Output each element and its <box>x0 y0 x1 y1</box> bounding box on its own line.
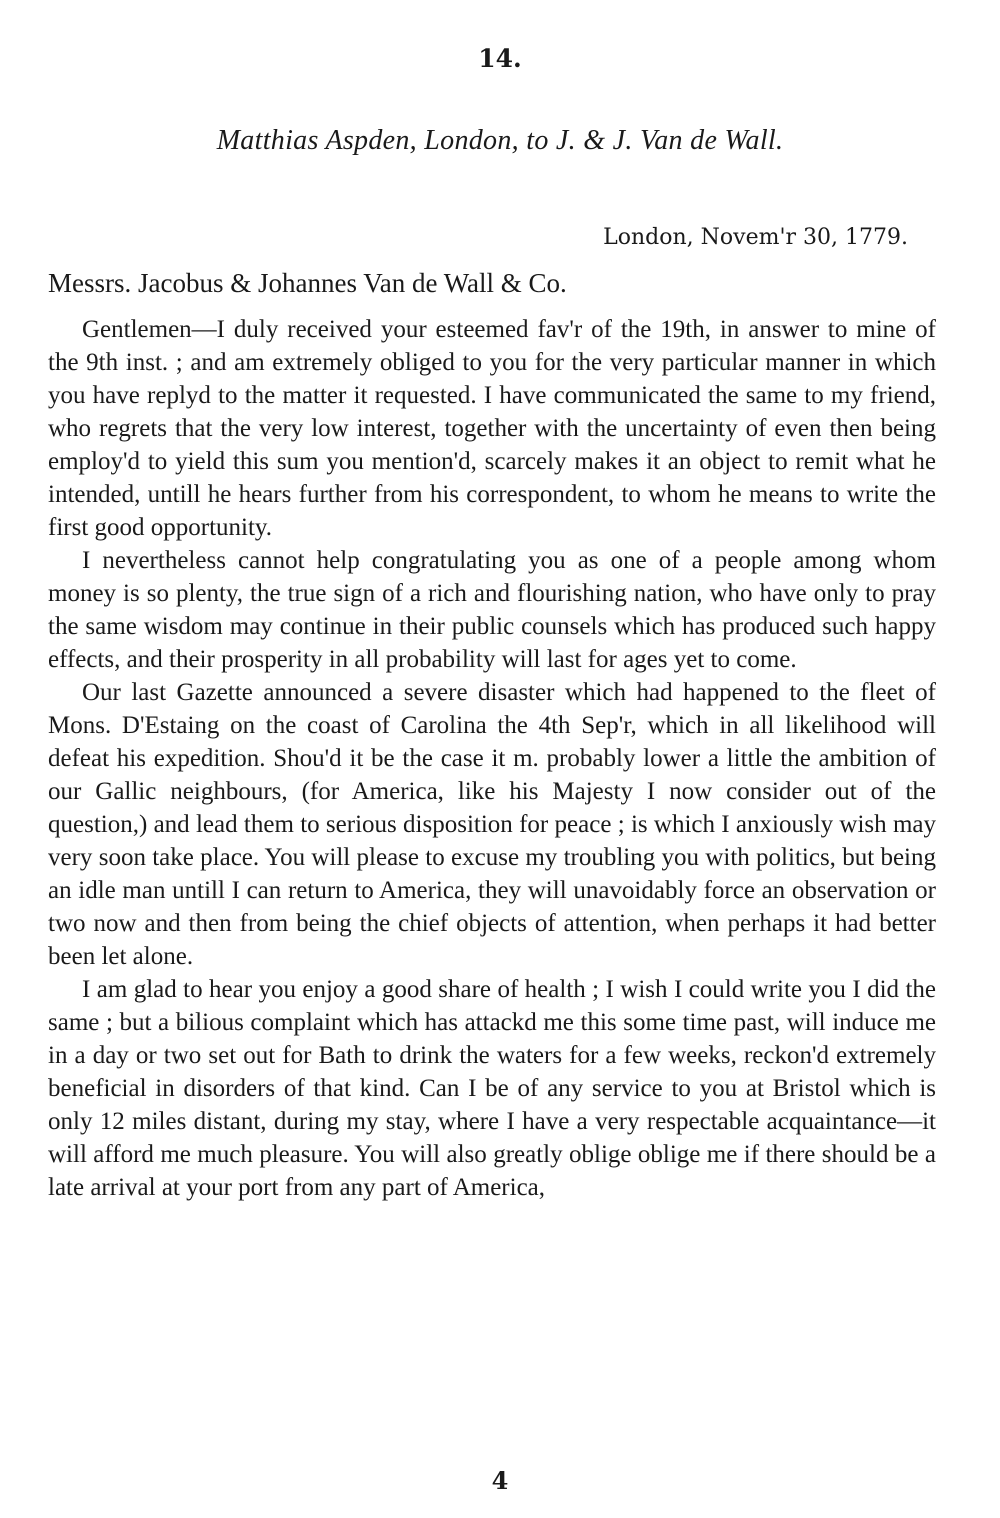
signature-mark: 4 <box>491 1466 509 1495</box>
body-paragraph: I am glad to hear you enjoy a good share of health ; I wish I could write you I did the same ; but a bilious complaint which has attackd me this some time past, will induce me in a day or two set out for Bath to drink the waters for a few weeks, reckon'd extremely beneficial in disorders of that kind. Can I be of any service to you at Bristol which is only 12 miles distant, during my stay, where I have a very respectable acquaintance—it will afford me much pleasure. You will also greatly oblige oblige me if there should be a late arrival at your port from any part of America, <box>48 976 936 1201</box>
letter-dateline: London, Novem'r 30, 1779. <box>603 225 908 250</box>
letter-body <box>48 313 936 1204</box>
page-number: 14. <box>478 44 522 73</box>
body-paragraph: I nevertheless cannot help congratulating you as one of a people among whom money is so plenty, the true sign of a rich and flourishing nation, who have only to pray the same wisdom may continue in their public counsels which has produced such happy effects, and their prosperity in all probability will last for ages yet to come. <box>48 547 936 673</box>
letter-salutation: Messrs. Jacobus & Johannes Van de Wall & Co. <box>48 268 567 298</box>
body-paragraph: Our last Gazette announced a severe disaster which had happened to the fleet of Mons. D'Estaing on the coast of Carolina the 4th Sep'r, which in all likelihood will defeat his expedition. Shou'd it be the case it m. probably lower a little the ambition of our Gallic neighbours, (for America, like his Majesty I now consider out of the question,) and lead them to serious disposition for peace ; is which I anxiously wish may very soon take place. You will please to excuse my troubling you with politics, but being an idle man untill I can return to America, they will unavoidably force an observation or two now and then from being the chief objects of attention, when perhaps it had better been let alone. <box>48 679 936 970</box>
letter-title: Matthias Aspden, London, to J. & J. Van de Wall. <box>216 125 784 156</box>
body-paragraph: Gentlemen—I duly received your esteemed fav'r of the 19th, in answer to mine of the 9th inst. ; and am extremely obliged to you for the very particular manner in which you have replyd to the matter it requested. I have communicated the same to my friend, who regrets that the very low interest, together with the uncertainty of even then being employ'd to yield this sum you mention'd, scarcely makes it an object to remit what he intended, untill he hears further from his correspondent, to whom he means to write the first good opportunity. <box>48 316 936 541</box>
